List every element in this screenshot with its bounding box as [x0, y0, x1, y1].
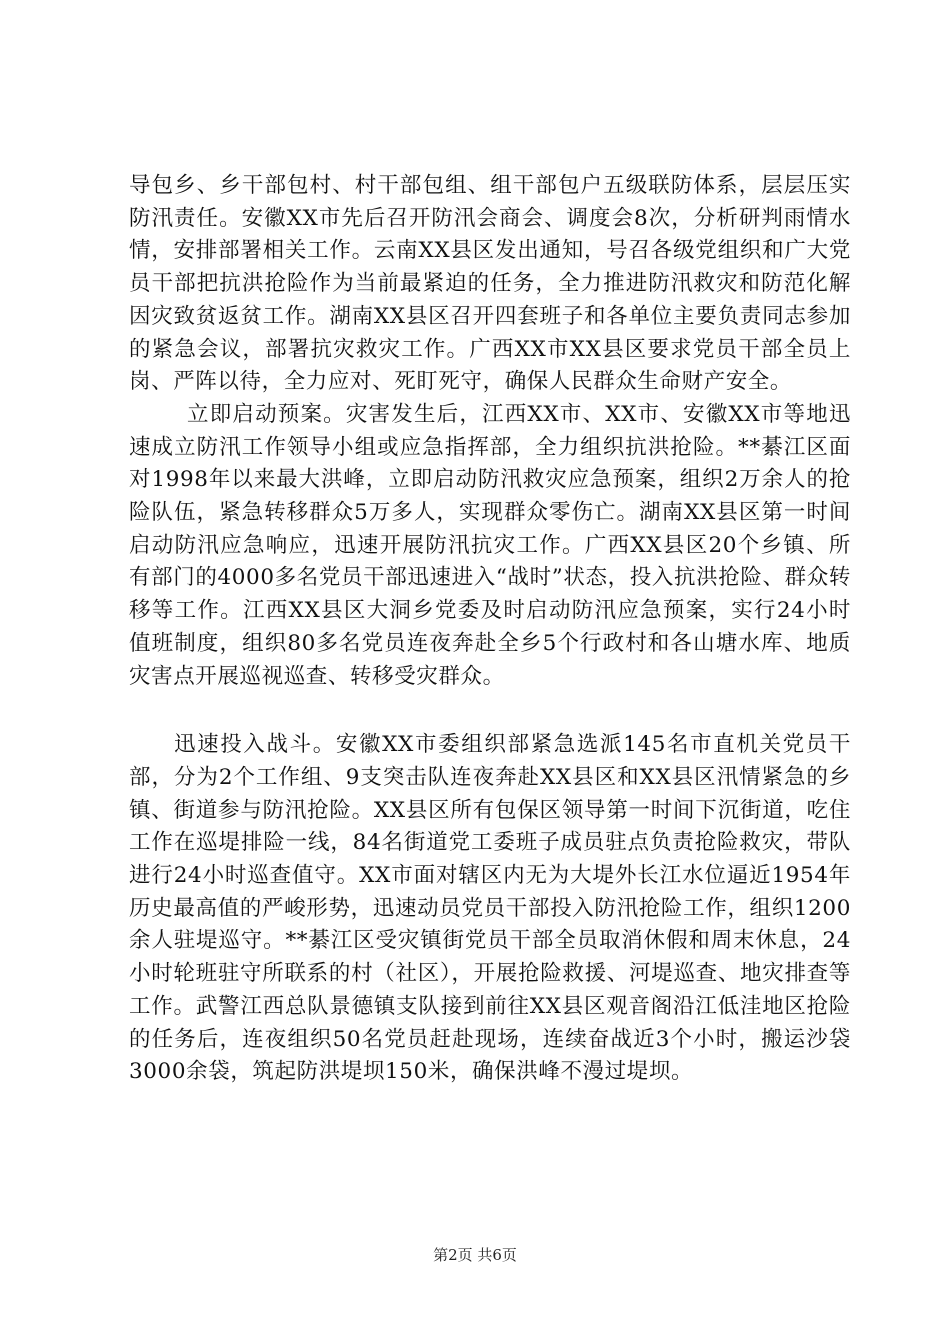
paragraph-flood-responsibility: 导包乡、乡干部包村、村干部包组、组干部包户五级联防体系，层层压实防汛责任。安徽XX市先后召开防汛会商会、调度会8次，分析研判雨情水情，安排部署相关工作。云南XX县区发出通知，号召各级党组织和广大党员干部把抗洪抢险作为当前最紧迫的任务，全力推进防汛救灾和防范化解因灾致贫返贫工作。湖南XX县区召开四套班子和各单位主要负责同志参加的紧急会议，部署抗灾救灾工作。广西XX市XX县区要求党员干部全员上岗、严阵以待，全力应对、死盯死守，确保人民群众生命财产安全。: [129, 173, 851, 395]
page-number-footer: 第2页 共6页: [433, 1246, 517, 1264]
paragraph-activate-plan: 立即启动预案。灾害发生后，江西XX市、XX市、安徽XX市等地迅速成立防汛工作领导小组或应急指挥部，全力组织抗洪抢险。**綦江区面对1998年以来最大洪峰，立即启动防汛救灾应急预案，组织2万余人的抢险队伍，紧急转移群众5万多人，实现群众零伤亡。湖南XX县区第一时间启动防汛应急响应，迅速开展防汛抗灾工作。广西XX县区20个乡镇、所有部门的4000多名党员干部迅速进入“战时”状态，投入抗洪抢险、群众转移等工作。江西XX县区大洞乡党委及时启动防汛应急预案，实行24小时值班制度，组织80多名党员连夜奔赴全乡5个行政村和各山塘水库、地质灾害点开展巡视巡查、转移受灾群众。: [129, 401, 851, 689]
paragraph-join-battle: 迅速投入战斗。安徽XX市委组织部紧急选派145名市直机关党员干部，分为2个工作组、9支突击队连夜奔赴XX县区和XX县区汛情紧急的乡镇、街道参与防汛抢险。XX县区所有包保区领导第一时间下沉街道，吃住工作在巡堤排险一线，84名街道党工委班子成员驻点负责抢险救灾，带队进行24小时巡查值守。XX市面对辖区内无为大堤外长江水位逼近1954年历史最高值的严峻形势，迅速动员党员干部投入防汛抢险工作，组织1200余人驻堤巡守。**綦江区受灾镇街党员干部全员取消休假和周末休息，24小时轮班驻守所联系的村（社区），开展抢险救援、河堤巡查、地灾排查等工作。武警江西总队景德镇支队接到前往XX县区观音阁沿江低洼地区抢险的任务后，连夜组织50名党员赶赴现场，连续奋战近3个小时，搬运沙袋3000余袋，筑起防洪堤坝150米，确保洪峰不漫过堤坝。: [129, 732, 851, 1085]
document-body: [129, 170, 851, 1089]
